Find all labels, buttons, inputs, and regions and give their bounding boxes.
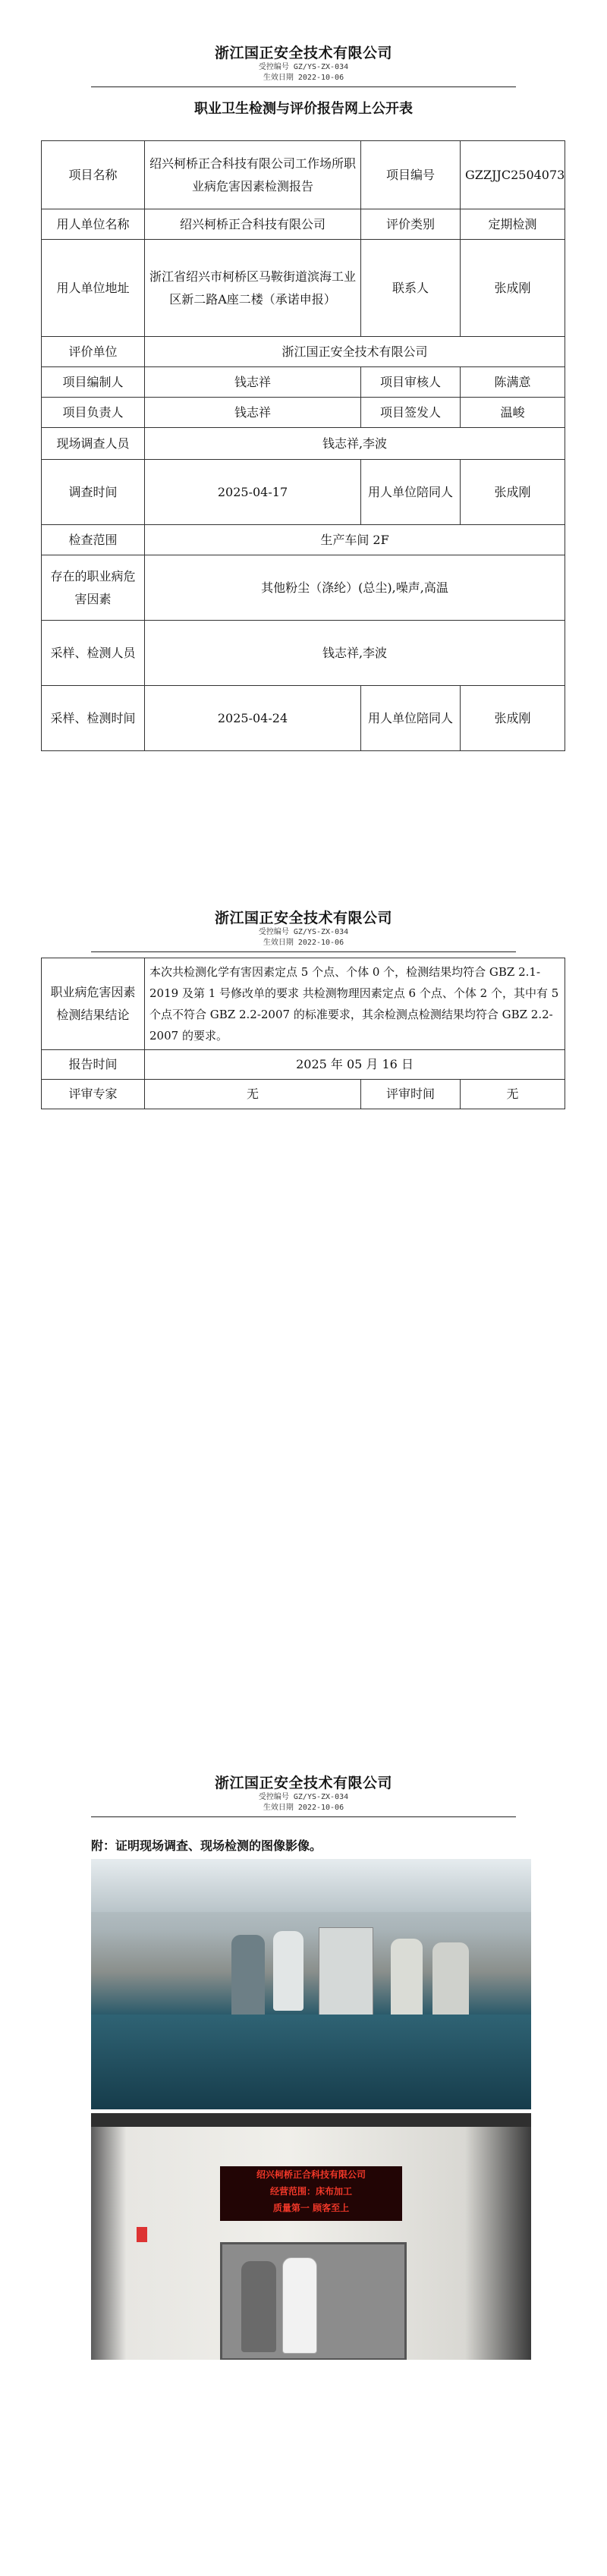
- table-row: [42, 958, 565, 1050]
- cell-address: 浙江省绍兴市柯桥区马鞍街道滨海工业区新二路A座二楼（承诺申报）: [145, 240, 361, 337]
- control-number: 受控编号 GZ/YS-ZX-034: [258, 928, 349, 936]
- cell-eval-type: 定期检测: [461, 209, 565, 240]
- person: [391, 1939, 423, 2026]
- cell-survey-time: 2025-04-17: [145, 460, 361, 525]
- cell-label: 评价单位: [42, 337, 145, 367]
- cell-project-name: 绍兴柯桥正合科技有限公司工作场所职业病危害因素检测报告: [145, 141, 361, 209]
- led-sign: [220, 2166, 402, 2221]
- disclosure-table: [41, 140, 565, 751]
- cell-label: 用人单位名称: [42, 209, 145, 240]
- header-rule: [91, 1816, 516, 1817]
- warning-sign: [137, 2227, 147, 2242]
- cell-contact: 张成刚: [461, 240, 565, 337]
- cell-label: 项目名称: [42, 141, 145, 209]
- cell-eval-unit: 浙江国正安全技术有限公司: [145, 337, 565, 367]
- cell-label: 项目编制人: [42, 367, 145, 398]
- cell-companion: 张成刚: [461, 686, 565, 751]
- site-detection-photo: [91, 2113, 531, 2360]
- cell-report-time: 2025 年 05 月 16 日: [145, 1050, 565, 1080]
- table-row: [42, 240, 565, 337]
- table-row: [42, 428, 565, 460]
- cell-employer: 绍兴柯桥正合科技有限公司: [145, 209, 361, 240]
- cell-label: 项目签发人: [361, 398, 461, 428]
- table-row: [42, 1080, 565, 1109]
- page-header: [0, 42, 607, 87]
- cell-label: 存在的职业病危害因素: [42, 555, 145, 621]
- page-1: [0, 42, 607, 118]
- cell-label: 采样、检测人员: [42, 621, 145, 686]
- cell-samplers: 钱志祥,李波: [145, 621, 565, 686]
- cell-field-investigators: 钱志祥,李波: [145, 428, 565, 460]
- effective-date: 生效日期 2022-10-06: [263, 1804, 344, 1812]
- attachment-note: 附：证明现场调查、现场检测的图像影像。: [91, 1838, 322, 1853]
- cell-companion: 张成刚: [461, 460, 565, 525]
- cell-project-no: GZZJJC2504073: [461, 141, 565, 209]
- cell-label: 联系人: [361, 240, 461, 337]
- control-number: 受控编号 GZ/YS-ZX-034: [258, 1793, 349, 1801]
- roof: [91, 2113, 531, 2127]
- effective-date: 生效日期 2022-10-06: [263, 939, 344, 947]
- cell-label: 项目负责人: [42, 398, 145, 428]
- led-line: 经营范围：床布加工: [269, 2186, 352, 2197]
- cell-label: 评价类别: [361, 209, 461, 240]
- page-2: [0, 907, 607, 952]
- company-name: 浙江国正安全技术有限公司: [214, 45, 392, 61]
- company-name: 浙江国正安全技术有限公司: [214, 910, 392, 926]
- table-row: [42, 555, 565, 621]
- person: [282, 2257, 317, 2354]
- table-row: [42, 398, 565, 428]
- cell-leader: 钱志祥: [145, 398, 361, 428]
- cell-label: 评审时间: [361, 1080, 461, 1109]
- header-rule: [91, 951, 516, 952]
- person: [273, 1931, 304, 2011]
- control-number: 受控编号 GZ/YS-ZX-034: [258, 63, 349, 71]
- cell-sampling-time: 2025-04-24: [145, 686, 361, 751]
- led-line: 质量第一 顾客至上: [272, 2203, 350, 2213]
- document-title: 职业卫生检测与评价报告网上公开表: [194, 101, 413, 117]
- cell-reviewer: 陈满意: [461, 367, 565, 398]
- cell-expert: 无: [145, 1080, 361, 1109]
- fabric-roll: [91, 2015, 531, 2109]
- cell-review-time: 无: [461, 1080, 565, 1109]
- site-survey-photo: [91, 1859, 531, 2109]
- machine: [319, 1927, 373, 2020]
- table-row: [42, 337, 565, 367]
- cell-label: 项目编号: [361, 141, 461, 209]
- table-row: [42, 621, 565, 686]
- page-header: [0, 907, 607, 952]
- cell-label: 检查范围: [42, 525, 145, 555]
- cell-hazards: 其他粉尘（涤纶）(总尘),噪声,高温: [145, 555, 565, 621]
- cell-label: 用人单位陪同人: [361, 686, 461, 751]
- table-row: [42, 525, 565, 555]
- cell-label: 职业病危害因素检测结果结论: [42, 958, 145, 1050]
- table-row: [42, 1050, 565, 1080]
- table-row: [42, 209, 565, 240]
- table-row: [42, 686, 565, 751]
- result-table: [41, 958, 565, 1109]
- table-row: [42, 460, 565, 525]
- cell-label: 采样、检测时间: [42, 686, 145, 751]
- cell-author: 钱志祥: [145, 367, 361, 398]
- cell-result-conclusion: 本次共检测化学有害因素定点 5 个点、个体 0 个，检测结果均符合 GBZ 2.1-2019 及第 1 号修改单的要求 共检测物理因素定点 6 个点、个体 2 个，其中有 5 个点不符合 GBZ 2.2-2007 的标准要求，其余检测点检测结果均符合 GBZ 2.2-2007 的要求。: [145, 958, 565, 1050]
- cell-issuer: 温峻: [461, 398, 565, 428]
- page-header: [0, 1772, 607, 1817]
- table-row: [42, 367, 565, 398]
- header-rule: [91, 86, 516, 87]
- company-name: 浙江国正安全技术有限公司: [214, 1775, 392, 1791]
- led-line: 绍兴柯桥正合科技有限公司: [256, 2169, 366, 2180]
- person: [231, 1935, 265, 2026]
- cell-label: 现场调查人员: [42, 428, 145, 460]
- person: [241, 2261, 276, 2352]
- cell-label: 用人单位陪同人: [361, 460, 461, 525]
- table-row: [42, 141, 565, 209]
- cell-label: 调查时间: [42, 460, 145, 525]
- cell-label: 报告时间: [42, 1050, 145, 1080]
- cell-scope: 生产车间 2F: [145, 525, 565, 555]
- effective-date: 生效日期 2022-10-06: [263, 74, 344, 82]
- cell-label: 评审专家: [42, 1080, 145, 1109]
- cell-label: 用人单位地址: [42, 240, 145, 337]
- cell-label: 项目审核人: [361, 367, 461, 398]
- page-3: [0, 1772, 607, 1817]
- ceiling-lights: [91, 1859, 531, 1912]
